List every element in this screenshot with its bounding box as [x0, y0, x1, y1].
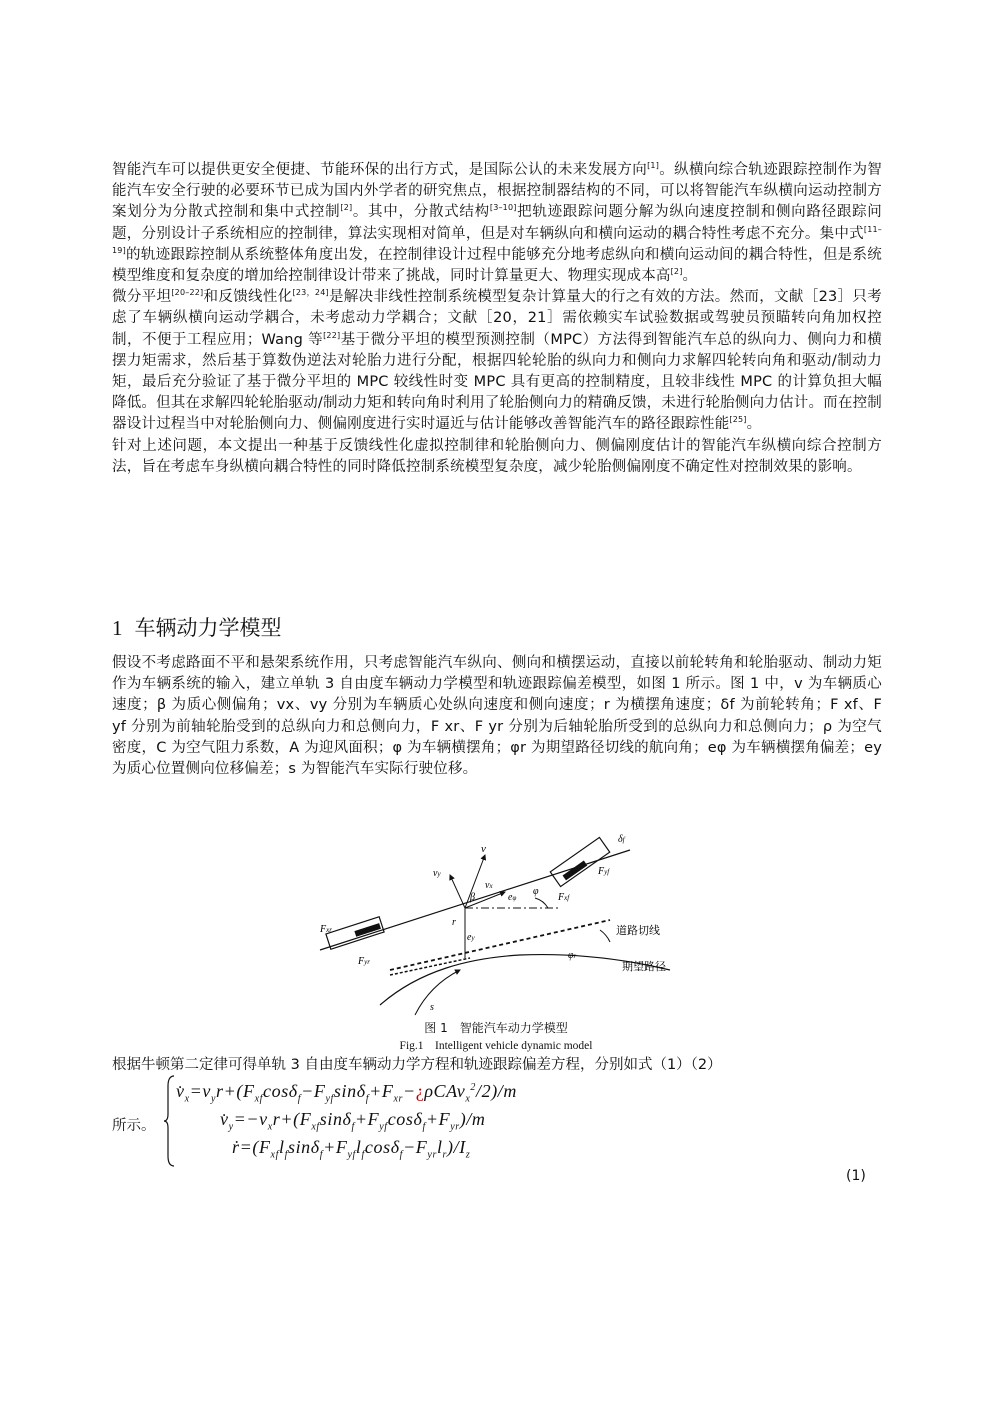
citation: [25]	[729, 415, 747, 425]
citation: [22]	[323, 330, 341, 340]
figure-caption-en: Fig.1 Intelligent vehicle dynamic model	[399, 1040, 593, 1052]
citation: [2]	[340, 203, 353, 213]
svg-text:eφ: eφ	[508, 892, 517, 903]
paragraph-3: 针对上述问题，本文提出一种基于反馈线性化虚拟控制律和轮胎侧向力、侧偏刚度估计的智能汽车纵横向综合控制方法，旨在考虑车身纵横向耦合特性的同时降低控制系统模型复杂度，减少轮胎侧偏刚度不确定性对控制效果的影响。	[112, 437, 882, 475]
paragraph-2: 微分平坦[20–22]和反馈线性化[23，24]是解决非线性控制系统模型复杂计算量大的行之有效的方法。然而，文献［23］只考虑了车辆纵横向运动学耦合，未考虑动力学耦合；文献［20，21］需依赖实车试验数据或驾驶员预瞄转向角加权控制，不便于工程应用；Wang 等[22]基于微分平坦的模型预测控制（MPC）方法得到智能汽车总的纵向力、侧向力和横摆力矩需求，然后基于算数伪逆法对轮胎力进行分配，根据四轮轮胎的纵向力和侧向力求解四轮转向角和驱动/制动力矩，最后充分验证了基于微分平坦的 MPC 较线性时变 MPC 具有更高的控制精度，且较非线性 MPC 的计算负担大幅降低。但其在求解四轮轮胎驱动/制动力矩和转向角时利用了轮胎侧向力的精确反馈，未进行轮胎侧向力估计。而在控制器设计过程当中对轮胎侧向力、侧偏刚度进行实时逼近与估计能够改善智能汽车的路径跟踪性能[25]。	[112, 288, 882, 433]
rear-wheel	[326, 917, 384, 950]
equation-line-3: $ṙ=(F_{xf}l_f\sin\delta_f+F_{yf}l_f\cos\delta_f-F_{yr}l_r)/I_z$	[232, 1137, 471, 1161]
paragraph-1: 智能汽车可以提供更安全便捷、节能环保的出行方式，是国际公认的未来发展方向[1]。纵横向综合轨迹跟踪控制作为智能汽车安全行驶的必要环节已成为国内外学者的研究焦点，根据控制器结构的不同，可以将智能汽车纵横向运动控制方案划分为分散式控制和集中式控制[2]。其中，分散式结构[3–10]把轨迹跟踪问题分解为纵向速度控制和侧向路径跟踪问题，分别设计子系统相应的控制律，算法实现相对简单，但是对车辆纵向和横向运动的耦合特性考虑不充分。集中式[11–19]的轨迹跟踪控制从系统整体角度出发，在控制律设计过程中能够充分地考虑纵向和横向运动间的耦合特性，但是系统模型维度和复杂度的增加给控制律设计带来了挑战，同时计算量更大、物理实现成本高[2]。	[112, 161, 883, 285]
citation: [3–10]	[489, 203, 517, 213]
section-title: 车辆动力学模型	[134, 616, 282, 640]
svg-text:Fyf: Fyf	[598, 866, 610, 877]
svg-text:β: β	[470, 892, 475, 903]
svg-text:ey: ey	[467, 932, 475, 943]
model-paragraph: 假设不考虑路面不平和悬架系统作用，只考虑智能汽车纵向、侧向和横摆运动，直接以前轮转角和轮胎驱动、制动力矩作为车辆系统的输入，建立单轨 3 自由度车辆动力学模型和轨迹跟踪偏差模型，如图 1 所示。图 1 中，v 为车辆质心速度；β 为质心侧偏角；vx、vy 分别为车辆质心处纵向速度和侧向速度；r 为横摆角速度；δf 为前轮转角；F xf、F yf 分别为前轴轮胎受到的总纵向力和总侧向力，F xr、F yr 分别为后轴轮胎所受到的总纵向力和总侧向力；ρ 为空气密度，C 为空气阻力系数，A 为迎风面积；φ 为车辆横摆角；φr 为期望路径切线的航向角；eφ 为车辆横摆角偏差；ey 为质心位置侧向位移偏差；s 为智能汽车实际行驶位移。	[112, 655, 882, 778]
svg-text:Fxf: Fxf	[558, 892, 570, 903]
svg-text:Fyr: Fyr	[358, 956, 370, 967]
svg-text:δf: δf	[618, 834, 625, 845]
svg-text:φr: φr	[568, 950, 577, 961]
intro-paragraphs	[112, 160, 882, 478]
equation-line-2: $v̇_y=-v_xr+(F_{xf}\sin\delta_f+F_{yf}\cos\delta_f+F_{yr})/m$	[220, 1109, 486, 1133]
citation: [23，24]	[292, 288, 329, 298]
figure-caption-zh: 图 1 智能汽车动力学模型	[424, 1021, 568, 1035]
citation: [11–19]	[112, 224, 882, 255]
svg-text:vy: vy	[433, 868, 441, 879]
front-wheel	[550, 837, 609, 886]
road-tangent-line	[390, 920, 610, 970]
section-number: 1	[112, 616, 123, 640]
svg-text:φ: φ	[533, 886, 539, 897]
svg-text:Fxr: Fxr	[320, 924, 332, 935]
svg-text:s: s	[430, 1002, 434, 1013]
citation: [1]	[647, 161, 660, 170]
svg-text:r: r	[452, 917, 456, 928]
equation-brace	[164, 1074, 176, 1168]
section-heading	[112, 614, 282, 642]
svg-text:v: v	[481, 843, 486, 855]
equation-intro: 根据牛顿第二定律可得单轨 3 自由度车辆动力学方程和轨迹跟踪偏差方程，分别如式（1）（2）	[112, 1057, 722, 1073]
equation-number: (1)	[846, 1168, 866, 1184]
vehicle-dynamics-figure	[300, 830, 700, 1020]
desired-path-label: 期望路径	[622, 960, 666, 973]
equation-suffix: 所示。	[112, 1118, 156, 1134]
equation-line-1: $v̇_x=v_yr+(F_{xf}\cos\delta_f-F_{yf}\sin\delta_f+F_{xr}-¿\rho CAv_x^2/2)/m$	[176, 1081, 518, 1105]
citation: [20–22]	[171, 288, 204, 298]
svg-text:vx: vx	[485, 880, 493, 891]
citation: [2]	[670, 267, 683, 277]
road-tangent-label: 道路切线	[616, 924, 660, 937]
